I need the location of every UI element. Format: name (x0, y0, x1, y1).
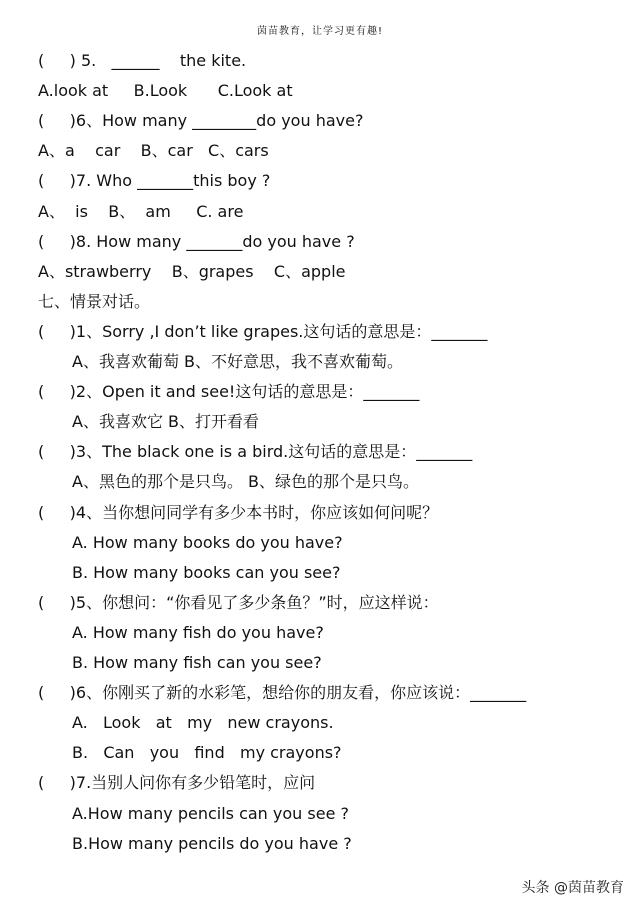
worksheet-line: ( )6、你刚买了新的水彩笔，想给你的朋友看，你应该说：_______ (38, 683, 527, 703)
watermark-footer: 头条 @茵苗教育 (521, 880, 624, 896)
worksheet-line: A.look at B.Look C.Look at (38, 81, 293, 101)
worksheet-line: ( )7. Who _______this boy ? (38, 171, 271, 191)
worksheet-line: ( )2、Open it and see!这句话的意思是：_______ (38, 382, 420, 402)
worksheet-line: A、strawberry B、grapes C、apple (38, 261, 346, 281)
worksheet-line: B. How many fish can you see? (72, 653, 322, 672)
worksheet-line: A、 is B、 am C. are (38, 201, 244, 221)
worksheet-line: A. Look at my new crayons. (72, 713, 334, 733)
worksheet-line: ( )8. How many _______do you have ? (38, 231, 355, 251)
worksheet-line: ( ) 5. ______ the kite. (38, 51, 247, 70)
worksheet-line: A.How many pencils can you see ? (72, 803, 349, 823)
worksheet-line: ( )5、你想问：“你看见了多少条鱼？”时，应这样说： (38, 592, 439, 612)
page-header: 茵苗教育，让学习更有趣! (256, 26, 383, 37)
worksheet-line: A、我喜欢葡萄 B、不好意思，我不喜欢葡萄。 (72, 352, 404, 371)
worksheet-line: ( )7.当别人问你有多少铅笔时，应问 (38, 773, 316, 793)
worksheet-line: ( )6、How many ________do you have? (38, 111, 364, 131)
worksheet-line: ( )3、The black one is a bird.这句话的意思是：_______ (38, 442, 473, 462)
worksheet-line: B. How many books can you see? (72, 562, 341, 582)
worksheet-line: A、我喜欢它 B、打开看看 (72, 412, 260, 432)
worksheet-line: B. Can you find my crayons? (72, 743, 342, 763)
worksheet-line: A. How many fish do you have? (72, 622, 324, 642)
worksheet-line: ( )4、当你想问同学有多少本书时，你应该如何问呢？ (38, 502, 439, 522)
worksheet-line: 七、情景对话。 (38, 291, 151, 311)
worksheet-line: A、a car B、car C、cars (38, 141, 269, 161)
worksheet-line: A、黑色的那个是只鸟。 B、绿色的那个是只鸟。 (72, 472, 420, 492)
worksheet-line: A. How many books do you have? (72, 532, 343, 552)
worksheet-line: ( )1、Sorry ,I don’t like grapes.这句话的意思是：_______ (38, 321, 488, 341)
worksheet-line: B.How many pencils do you have ? (72, 833, 352, 853)
